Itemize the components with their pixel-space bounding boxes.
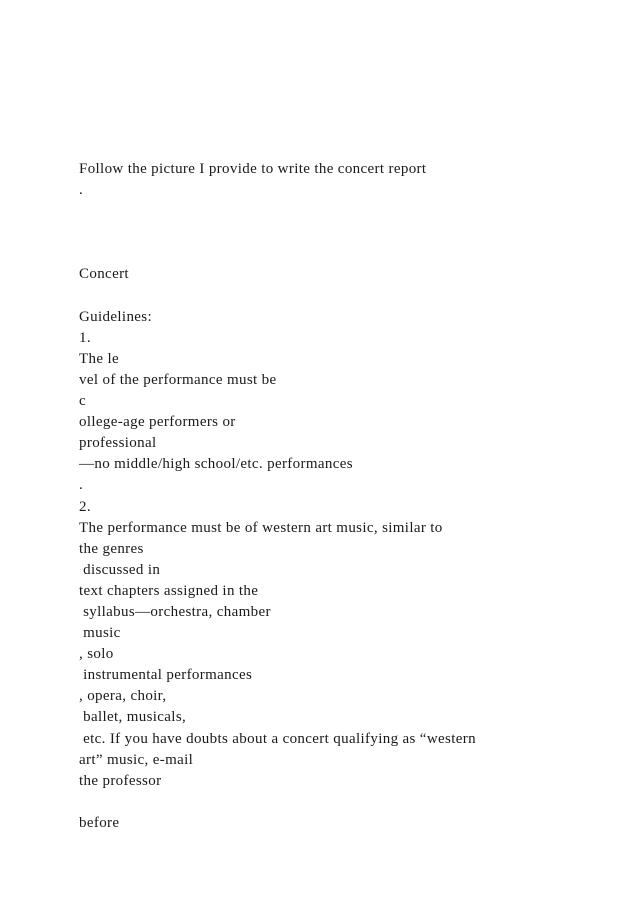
guideline-2-text-line: , opera, choir, bbox=[79, 688, 167, 705]
guideline-1-text-line: c bbox=[79, 393, 87, 410]
guideline-1-number: 1. bbox=[79, 329, 91, 346]
guideline-2-text-line: music bbox=[79, 625, 121, 642]
guideline-1-text-line: The le bbox=[79, 350, 119, 367]
guideline-2-text-line: , solo bbox=[79, 646, 114, 663]
guideline-2-text-line: The performance must be of western art music, similar to bbox=[79, 519, 443, 536]
guideline-2-text-line: art” music, e-mail bbox=[79, 751, 194, 768]
blank-line bbox=[79, 201, 599, 222]
guideline-2-text-line: the genres bbox=[79, 540, 144, 557]
guideline-2-text-line: etc. If you have doubts about a concert qualifying as “western bbox=[79, 730, 476, 747]
guideline-2-text-line: syllabus—orchestra, chamber bbox=[79, 603, 271, 620]
blank-line bbox=[79, 222, 599, 243]
guideline-2-number: 2. bbox=[79, 498, 91, 515]
guideline-1-text-line: —no middle/high school/etc. performances bbox=[79, 456, 353, 473]
guideline-2-text-line: the professor bbox=[79, 772, 162, 789]
guideline-2-text-line: instrumental performances bbox=[79, 667, 253, 684]
guidelines-heading: Guidelines: bbox=[79, 308, 153, 325]
guideline-2-text-line: text chapters assigned in the bbox=[79, 582, 259, 599]
blank-line bbox=[79, 243, 599, 264]
guideline-1-text-line: professional bbox=[79, 435, 157, 452]
guideline-2-text-line: discussed in bbox=[79, 561, 161, 578]
guideline-1-text-line: ollege-age performers or bbox=[79, 414, 236, 431]
section-heading-concert: Concert bbox=[79, 266, 129, 283]
guideline-1-period-line: . bbox=[79, 477, 84, 494]
intro-instruction-line: Follow the picture I provide to write the concert report bbox=[79, 161, 427, 177]
guideline-2-text-line: before bbox=[79, 814, 120, 831]
blank-line bbox=[79, 792, 599, 813]
guideline-2-text-line: ballet, musicals, bbox=[79, 709, 187, 726]
blank-line bbox=[79, 286, 599, 307]
guideline-1-text-line: vel of the performance must be bbox=[79, 371, 277, 388]
intro-period-line: . bbox=[79, 182, 84, 199]
document-body bbox=[79, 159, 599, 834]
